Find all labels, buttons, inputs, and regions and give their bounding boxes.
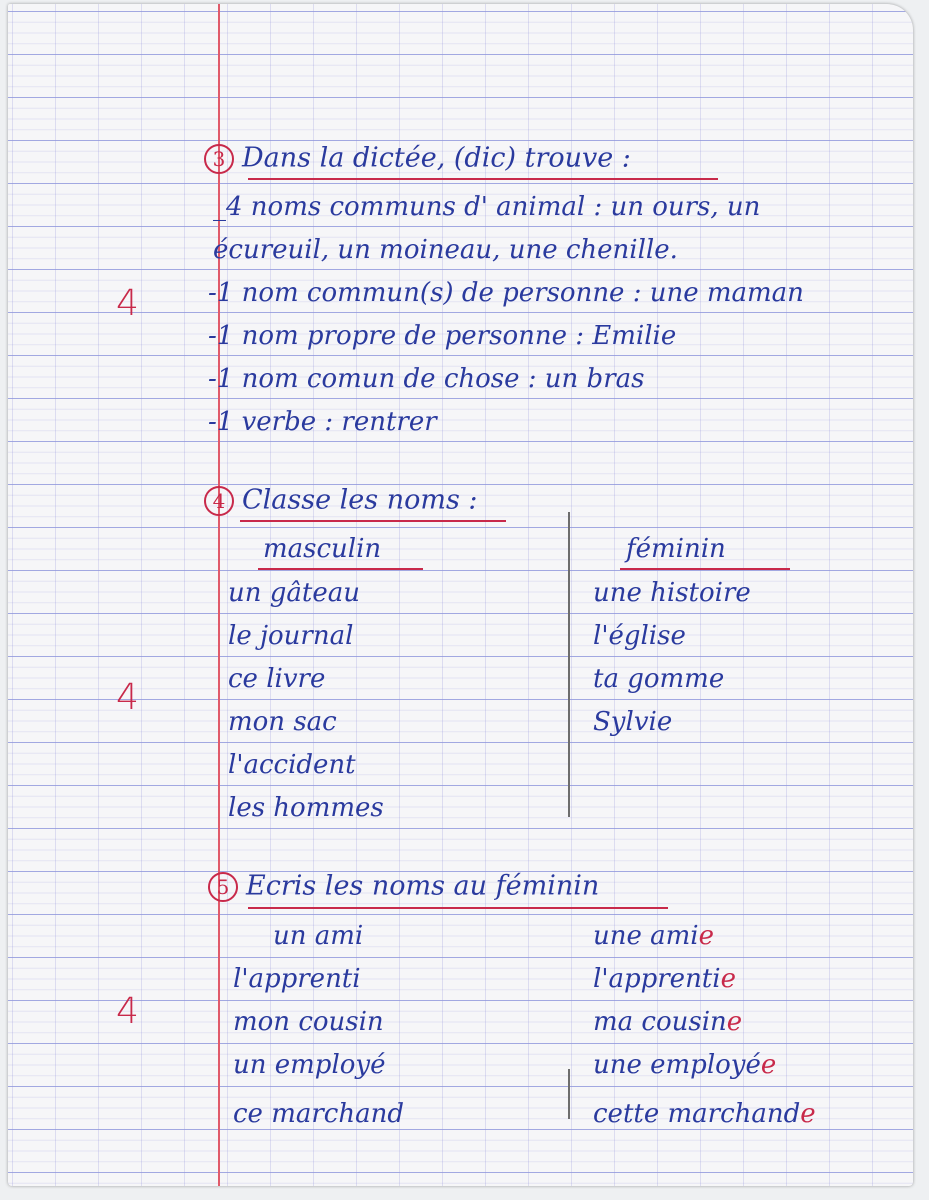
column-header-feminin: féminin xyxy=(626,534,726,564)
fem-word-base: l'apprenti xyxy=(593,964,721,994)
column-header-masculin: masculin xyxy=(263,534,382,564)
column-divider-2 xyxy=(568,1069,570,1119)
exercise-3-title xyxy=(204,144,631,174)
score-exercise-4: 4 xyxy=(116,677,139,718)
exercise-3-number: 3 xyxy=(204,144,234,174)
fem-word-ending: e xyxy=(726,1007,743,1037)
masc-word: un employé xyxy=(233,1050,386,1080)
feminin-item: une histoire xyxy=(593,578,751,608)
exercise-4-number: 4 xyxy=(204,486,234,516)
masc-word: mon cousin xyxy=(233,1007,384,1037)
fem-word xyxy=(593,923,714,949)
fem-word-ending: e xyxy=(720,964,736,994)
exercise-4-title-text: Classe les noms : xyxy=(242,484,478,516)
feminin-item: Sylvie xyxy=(593,707,673,737)
feminin-item: l'église xyxy=(593,621,686,651)
fem-word-ending: e xyxy=(698,921,715,951)
masc-word: un ami xyxy=(273,921,364,951)
fem-word-ending: e xyxy=(760,1050,777,1080)
exercise-5-title-underline xyxy=(248,907,668,909)
exercise-5-title-text: Ecris les noms au féminin xyxy=(246,870,600,902)
fem-word-base: ma cousin xyxy=(593,1007,727,1037)
fem-word-base: une employé xyxy=(593,1050,761,1080)
fem-word xyxy=(593,966,736,992)
masculin-item: le journal xyxy=(228,621,354,651)
fem-word-base: une ami xyxy=(593,921,699,951)
exercise-4-title-underline xyxy=(240,520,506,522)
masculin-item: un gâteau xyxy=(228,578,360,608)
exercise-5-title xyxy=(208,872,599,902)
fem-word-ending: e xyxy=(800,1099,816,1129)
masculin-underline xyxy=(258,568,423,570)
exercise-3-title-text: Dans la dictée, (dic) trouve : xyxy=(242,142,631,174)
masculin-item: les hommes xyxy=(228,793,384,823)
masculin-item: ce livre xyxy=(228,664,326,694)
exercise-3-line: -1 nom propre de personne : Emilie xyxy=(208,321,677,351)
notebook-page xyxy=(8,4,913,1186)
exercise-3-line: -1 nom comun de chose : un bras xyxy=(208,364,645,394)
exercise-3-line: _4 noms communs d' animal : un ours, un xyxy=(213,192,761,222)
masc-word: ce marchand xyxy=(233,1099,404,1129)
exercise-3-line: écureuil, un moineau, une chenille. xyxy=(213,235,678,265)
fem-word xyxy=(593,1052,776,1078)
feminin-underline xyxy=(620,568,790,570)
score-exercise-3: 4 xyxy=(116,283,139,324)
exercise-4-title xyxy=(204,486,478,516)
exercise-3-line: -1 verbe : rentrer xyxy=(208,407,437,437)
exercise-5-number: 5 xyxy=(208,872,238,902)
fem-word-base: cette marchand xyxy=(593,1099,801,1129)
exercise-3-title-underline xyxy=(248,178,718,180)
exercise-3-line: -1 nom commun(s) de personne : une maman xyxy=(208,278,804,308)
fem-word xyxy=(593,1009,742,1035)
column-divider xyxy=(568,512,570,817)
fem-word xyxy=(593,1101,816,1127)
masc-word: l'apprenti xyxy=(233,964,361,994)
masculin-item: mon sac xyxy=(228,707,337,737)
feminin-item: ta gomme xyxy=(593,664,725,694)
masculin-item: l'accident xyxy=(228,750,356,780)
score-exercise-5: 4 xyxy=(116,991,139,1032)
